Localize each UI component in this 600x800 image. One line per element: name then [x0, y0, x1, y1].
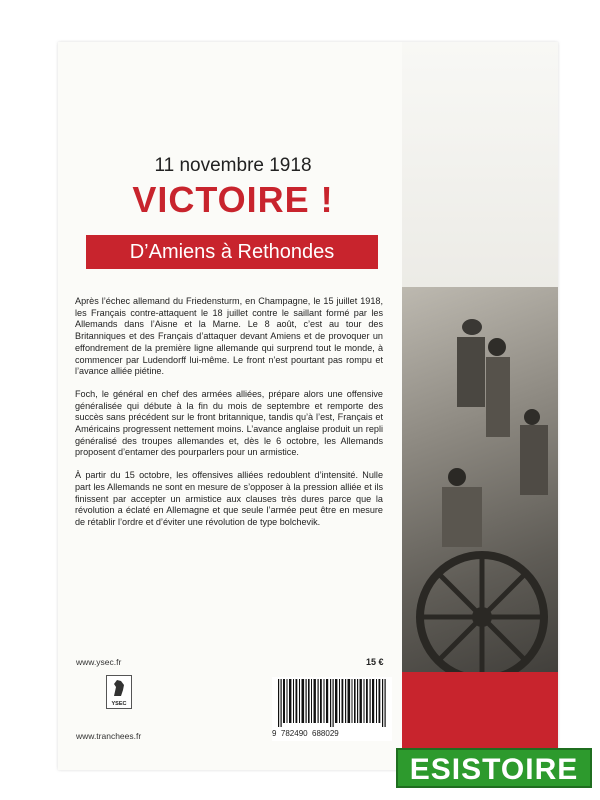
publisher-url: www.ysec.fr	[76, 657, 122, 667]
photo-fade	[402, 42, 558, 287]
cover-date: 11 novembre 1918	[154, 155, 312, 176]
soldiers-photo-graphic	[402, 287, 558, 687]
cover-title: VICTOIRE !	[132, 179, 334, 220]
blurb-paragraph-1: Après l’échec allemand du Friedensturm, en Champagne, le 15 juillet 1918, les Français contre-attaquent le 18 juillet contre le saillant formé par les Allemands dans l’Aisne et la Marne. Le 8 août, c’est au tour des Britanniques et des Français d’attaquer devant Amiens et de provoquer un effondrement de la première ligne allemande qui surprend tout le monde, à commencer par Ludendorff lui-même. Le front n’est pourtant pas rompu et l’avance alliée piétine.	[75, 296, 383, 377]
soldiers-photo	[402, 287, 558, 687]
barcode	[272, 677, 392, 741]
barcode-bars	[276, 679, 388, 727]
cover-photo-band	[402, 42, 558, 770]
price: 15 €	[366, 657, 384, 667]
blurb-paragraph-3: À partir du 15 octobre, les offensives alliées redoublent d’intensité. Nulle part les Allemands ne sont en mesure de s’opposer à la pression alliée et ils finissent par accepter un armistice aux clauses très dures parce que la révolution a éclaté en Allemagne et que seule l’armée peut être en mesure de rétablir l’ordre et d’éviter une révolution de type bolchevik.	[75, 470, 383, 527]
cover-subtitle: D’Amiens à Rethondes	[86, 235, 378, 269]
blurb-paragraph-2: Foch, le général en chef des armées alliées, prépare alors une offensive généralisée qui débute à la fin du mois de septembre et remporte des succès sans précédent sur le front britannique, tandis qu’à l’est, Français et Américains progressent nettement moins. L’avance anglaise produit un repli généralisé des troupes allemandes et, dès le 6 octobre, les Allemands proposent d’entamer des pourparlers pour un armistice.	[75, 388, 383, 458]
secondary-url: www.tranchees.fr	[76, 731, 142, 741]
logo-text: YSEC	[111, 701, 127, 707]
horse-icon	[111, 678, 127, 698]
barcode-digits: 9 782490 688029	[272, 729, 339, 738]
publisher-logo	[106, 675, 132, 709]
blurb	[75, 296, 383, 540]
site-watermark: ESISTOIRE	[396, 748, 592, 788]
